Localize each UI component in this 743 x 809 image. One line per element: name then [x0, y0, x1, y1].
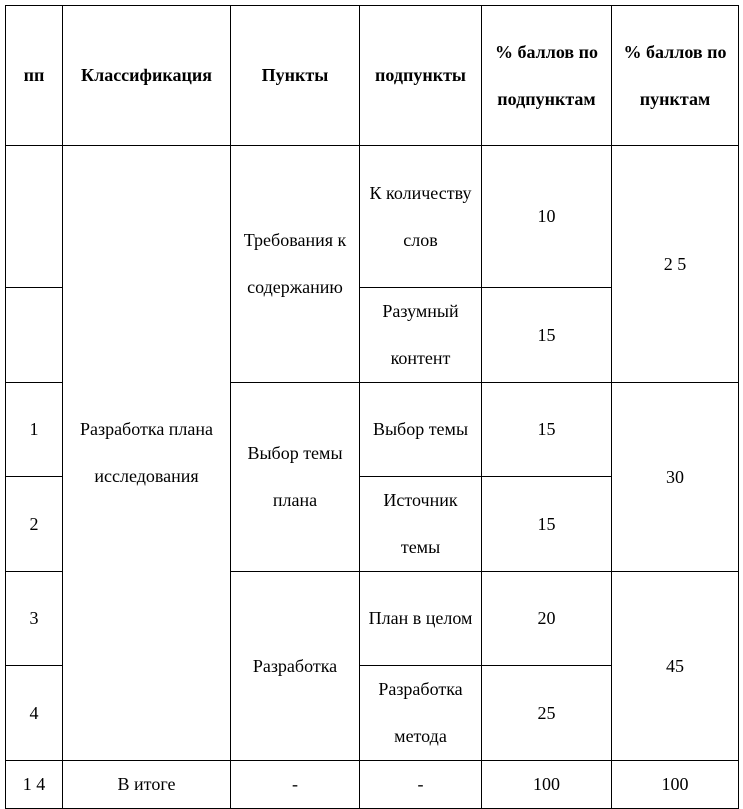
total-subpoints: - [360, 761, 482, 809]
subpoint-label: Источник темы [360, 477, 482, 572]
point-pct: 30 [612, 383, 739, 572]
total-pct-points: 100 [612, 761, 739, 809]
header-num: пп [6, 6, 63, 146]
subpoint-pct: 15 [482, 477, 612, 572]
header-row [6, 6, 739, 146]
subpoint-pct: 10 [482, 146, 612, 288]
subpoint-pct: 20 [482, 572, 612, 666]
subpoint-label: Выбор темы [360, 383, 482, 477]
point-label: Требования к содержанию [231, 146, 360, 383]
point-pct: 45 [612, 572, 739, 761]
total-pct-sub: 100 [482, 761, 612, 809]
subpoint-pct: 15 [482, 288, 612, 383]
subpoint-label: Разработка метода [360, 666, 482, 761]
subpoint-pct: 25 [482, 666, 612, 761]
point-label: Выбор темы плана [231, 383, 360, 572]
total-row [6, 761, 739, 809]
classification-cell: Разработка плана исследования [63, 146, 231, 761]
total-label: В итоге [63, 761, 231, 809]
header-pct-points: % баллов по пунктам [612, 6, 739, 146]
row-num: 3 [6, 572, 63, 666]
row-num [6, 146, 63, 288]
header-points: Пункты [231, 6, 360, 146]
header-subpoints: подпункты [360, 6, 482, 146]
subpoint-label: Разумный контент [360, 288, 482, 383]
table-row [6, 146, 739, 288]
total-points: - [231, 761, 360, 809]
subpoint-pct: 15 [482, 383, 612, 477]
point-pct: 2 5 [612, 146, 739, 383]
row-num [6, 288, 63, 383]
subpoint-label: План в целом [360, 572, 482, 666]
grading-table [5, 5, 739, 809]
row-num: 1 [6, 383, 63, 477]
total-num: 1 4 [6, 761, 63, 809]
header-classification: Классификация [63, 6, 231, 146]
subpoint-label: К количеству слов [360, 146, 482, 288]
row-num: 2 [6, 477, 63, 572]
row-num: 4 [6, 666, 63, 761]
header-pct-subpoints: % баллов по подпунктам [482, 6, 612, 146]
point-label: Разработка [231, 572, 360, 761]
